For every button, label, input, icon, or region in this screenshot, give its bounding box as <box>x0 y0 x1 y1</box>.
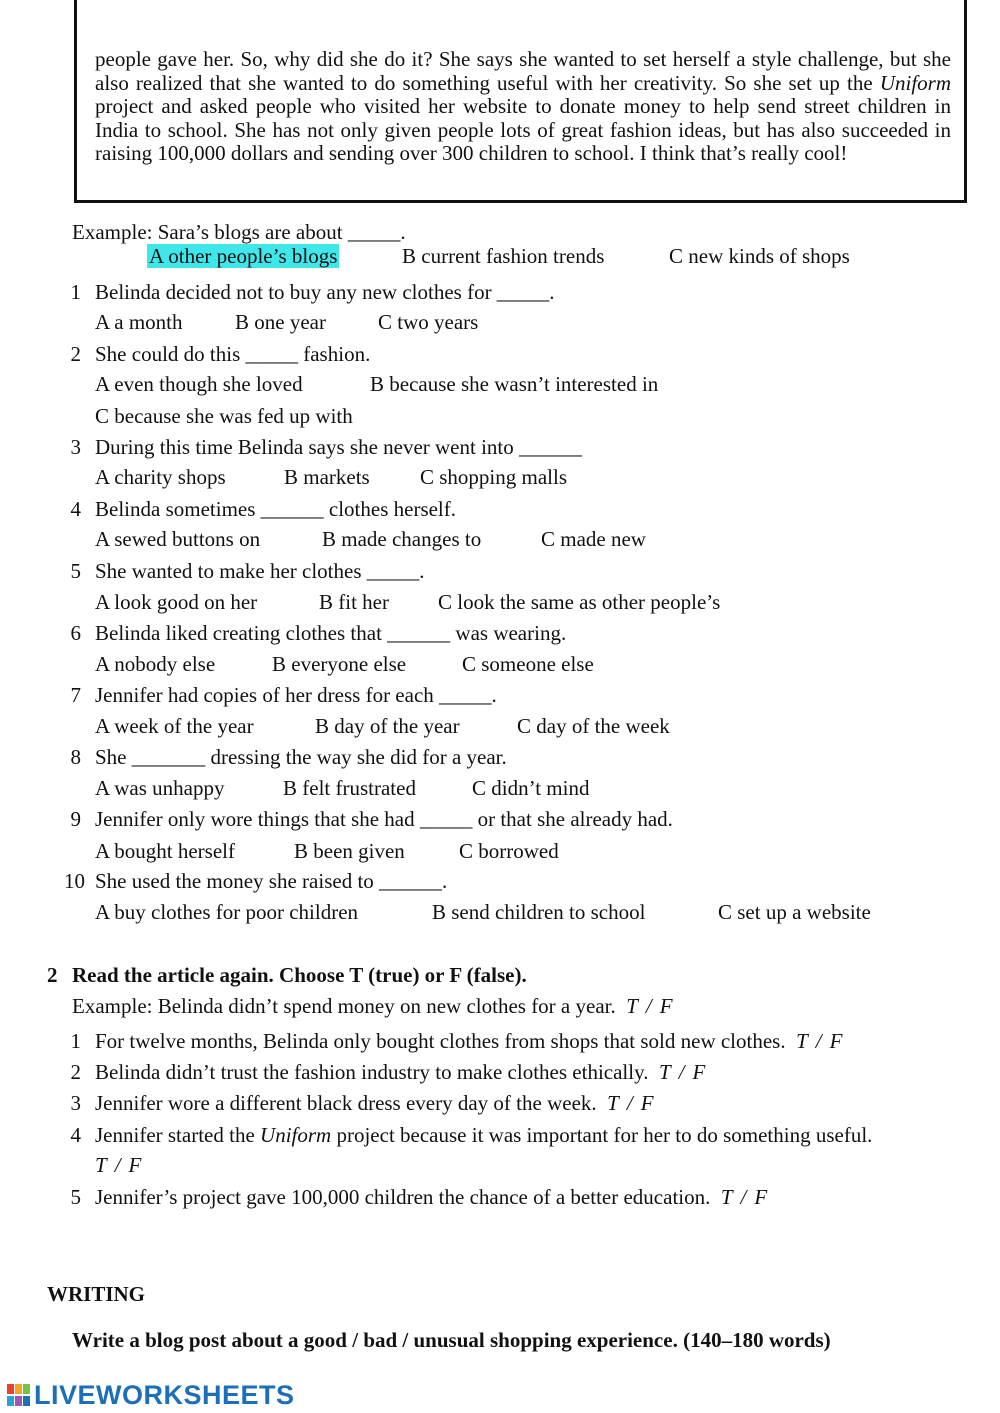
tf-separator: / <box>645 994 652 1018</box>
question-5-option-c[interactable]: C look the same as other people’s <box>438 590 721 614</box>
tf-item-text: Jennifer’s project gave 100,000 children the chance of a better education. <box>95 1185 711 1209</box>
tf-item-4-choices <box>95 1154 141 1177</box>
question-text: She _______ dressing the way she did for a year. <box>95 745 507 769</box>
tf-true-choice[interactable]: T <box>720 1185 733 1209</box>
passage-part-1: people gave her. So, why did she do it? She says she wanted to set herself a style challenge, but she also realized that she wanted to do something useful with her creativity. So she set up the <box>95 47 951 95</box>
tf-item-row <box>95 1186 767 1209</box>
question-10-option-c[interactable]: C set up a website <box>718 900 871 924</box>
question-9-option-b[interactable]: B been given <box>294 839 405 863</box>
question-5-option-b[interactable]: B fit her <box>319 590 389 614</box>
question-number: 8 <box>70 745 81 769</box>
question-number: 2 <box>70 342 81 366</box>
question-4-option-a[interactable]: A sewed buttons on <box>95 527 261 551</box>
tf-example-text: Example: Belinda didn’t spend money on new clothes for a year. <box>72 994 616 1018</box>
tf-item-text: Belinda didn’t trust the fashion industry to make clothes ethically. <box>95 1060 649 1084</box>
tf-true-choice[interactable]: T <box>626 994 638 1018</box>
tf-item-row <box>95 1124 872 1147</box>
question-7-option-c[interactable]: C day of the week <box>517 714 670 738</box>
question-number: 6 <box>70 621 81 645</box>
tf-true-choice[interactable]: T <box>796 1029 808 1053</box>
question-3-option-a[interactable]: A charity shops <box>95 465 226 489</box>
question-number: 5 <box>70 559 81 583</box>
question-text: She used the money she raised to ______. <box>95 869 448 893</box>
section-2-heading: Read the article again. Choose T (true) or F (false). <box>72 963 527 987</box>
example-option-a-highlight: A other people’s blogs <box>149 244 338 268</box>
tf-item-text-italic: Uniform <box>260 1123 332 1147</box>
question-number: 1 <box>70 280 81 304</box>
question-text: She wanted to make her clothes _____. <box>95 559 425 583</box>
liveworksheets-logo-text: LIVEWORKSHEETS <box>34 1379 295 1410</box>
question-text: During this time Belinda says she never went into ______ <box>95 435 583 459</box>
liveworksheets-logo <box>6 1380 295 1410</box>
tf-item-text: Jennifer wore a different black dress every day of the week. <box>95 1091 597 1115</box>
question-9-option-a[interactable]: A bought herself <box>95 839 235 863</box>
tf-example-row <box>72 995 673 1018</box>
question-1-option-b[interactable]: B one year <box>235 310 326 334</box>
writing-heading: WRITING <box>47 1282 146 1306</box>
question-number: 9 <box>70 807 81 831</box>
tf-true-choice[interactable]: T <box>95 1153 107 1177</box>
example-question: Example: Sara’s blogs are about _____. <box>72 220 406 244</box>
question-1-option-c[interactable]: C two years <box>378 310 479 334</box>
tf-true-choice[interactable]: T <box>658 1060 671 1084</box>
liveworksheets-logo-icon <box>6 1382 32 1408</box>
question-9-option-c[interactable]: C borrowed <box>459 839 559 863</box>
tf-separator: / <box>114 1153 121 1177</box>
question-2-option-a[interactable]: A even though she loved <box>95 372 303 396</box>
tf-true-choice[interactable]: T <box>607 1091 619 1115</box>
example-option-a[interactable] <box>147 245 339 268</box>
question-10-option-a[interactable]: A buy clothes for poor children <box>95 900 359 924</box>
question-3-option-b[interactable]: B markets <box>284 465 370 489</box>
question-4-option-c[interactable]: C made new <box>541 527 646 551</box>
tf-separator: / <box>740 1185 747 1209</box>
tf-item-number: 2 <box>70 1060 81 1084</box>
question-6-option-b[interactable]: B everyone else <box>272 652 407 676</box>
question-number: 7 <box>70 683 81 707</box>
question-3-option-c[interactable]: C shopping malls <box>420 465 568 489</box>
example-option-b[interactable]: B current fashion trends <box>402 244 605 268</box>
tf-item-number: 1 <box>70 1029 81 1053</box>
question-text: Jennifer only wore things that she had _____ or that she already had. <box>95 807 673 831</box>
tf-false-choice[interactable]: F <box>754 1185 768 1209</box>
question-1-option-a[interactable]: A a month <box>95 310 183 334</box>
question-text: She could do this _____ fashion. <box>95 342 371 366</box>
question-6-option-a[interactable]: A nobody else <box>95 652 216 676</box>
reading-passage-text <box>95 48 951 166</box>
tf-separator: / <box>815 1029 822 1053</box>
tf-item-number: 5 <box>70 1185 81 1209</box>
tf-false-choice[interactable]: F <box>692 1060 706 1084</box>
question-7-option-a[interactable]: A week of the year <box>95 714 254 738</box>
tf-false-choice[interactable]: F <box>640 1091 654 1115</box>
tf-separator: / <box>678 1060 685 1084</box>
section-2-number: 2 <box>47 963 58 987</box>
question-text: Jennifer had copies of her dress for each _____. <box>95 683 497 707</box>
tf-false-choice[interactable]: F <box>829 1029 843 1053</box>
example-option-c[interactable]: C new kinds of shops <box>669 244 850 268</box>
writing-task: Write a blog post about a good / bad / unusual shopping experience. (140–180 words) <box>72 1328 831 1352</box>
question-8-option-a[interactable]: A was unhappy <box>95 776 225 800</box>
question-text: Belinda decided not to buy any new clothes for _____. <box>95 280 555 304</box>
tf-false-choice[interactable]: F <box>659 994 673 1018</box>
question-text: Belinda liked creating clothes that ______ was wearing. <box>95 621 567 645</box>
tf-item-text: For twelve months, Belinda only bought clothes from shops that sold new clothes. <box>95 1029 786 1053</box>
tf-item-text-post: project because it was important for her to do something useful. <box>331 1123 873 1147</box>
question-number: 4 <box>70 497 81 521</box>
tf-item-row <box>95 1030 842 1053</box>
question-2-option-b[interactable]: B because she wasn’t interested in <box>370 372 659 396</box>
tf-item-row <box>95 1092 654 1115</box>
question-number: 10 <box>64 869 85 893</box>
question-4-option-b[interactable]: B made changes to <box>322 527 482 551</box>
question-5-option-a[interactable]: A look good on her <box>95 590 258 614</box>
question-10-option-b[interactable]: B send children to school <box>432 900 646 924</box>
tf-item-number: 3 <box>70 1091 81 1115</box>
tf-false-choice[interactable]: F <box>128 1153 142 1177</box>
tf-separator: / <box>626 1091 633 1115</box>
question-6-option-c[interactable]: C someone else <box>462 652 594 676</box>
question-2-option-c[interactable]: C because she was fed up with <box>95 404 353 428</box>
passage-italic-uniform: Uniform <box>879 70 951 95</box>
question-number: 3 <box>70 435 81 459</box>
tf-item-text-pre: Jennifer started the <box>95 1123 261 1147</box>
tf-item-number: 4 <box>70 1123 81 1147</box>
question-7-option-b[interactable]: B day of the year <box>315 714 460 738</box>
passage-part-2: project and asked people who visited her website to donate money to help send street children in India to school. She has not only given people lots of great fashion ideas, but has also succeeded in raising 100,000 dollars and sending over 300 children to school. I think that’s really cool! <box>95 94 951 165</box>
question-text: Belinda sometimes ______ clothes herself. <box>95 497 457 521</box>
question-8-option-c[interactable]: C didn’t mind <box>472 776 590 800</box>
tf-item-row <box>95 1061 705 1084</box>
question-8-option-b[interactable]: B felt frustrated <box>283 776 416 800</box>
